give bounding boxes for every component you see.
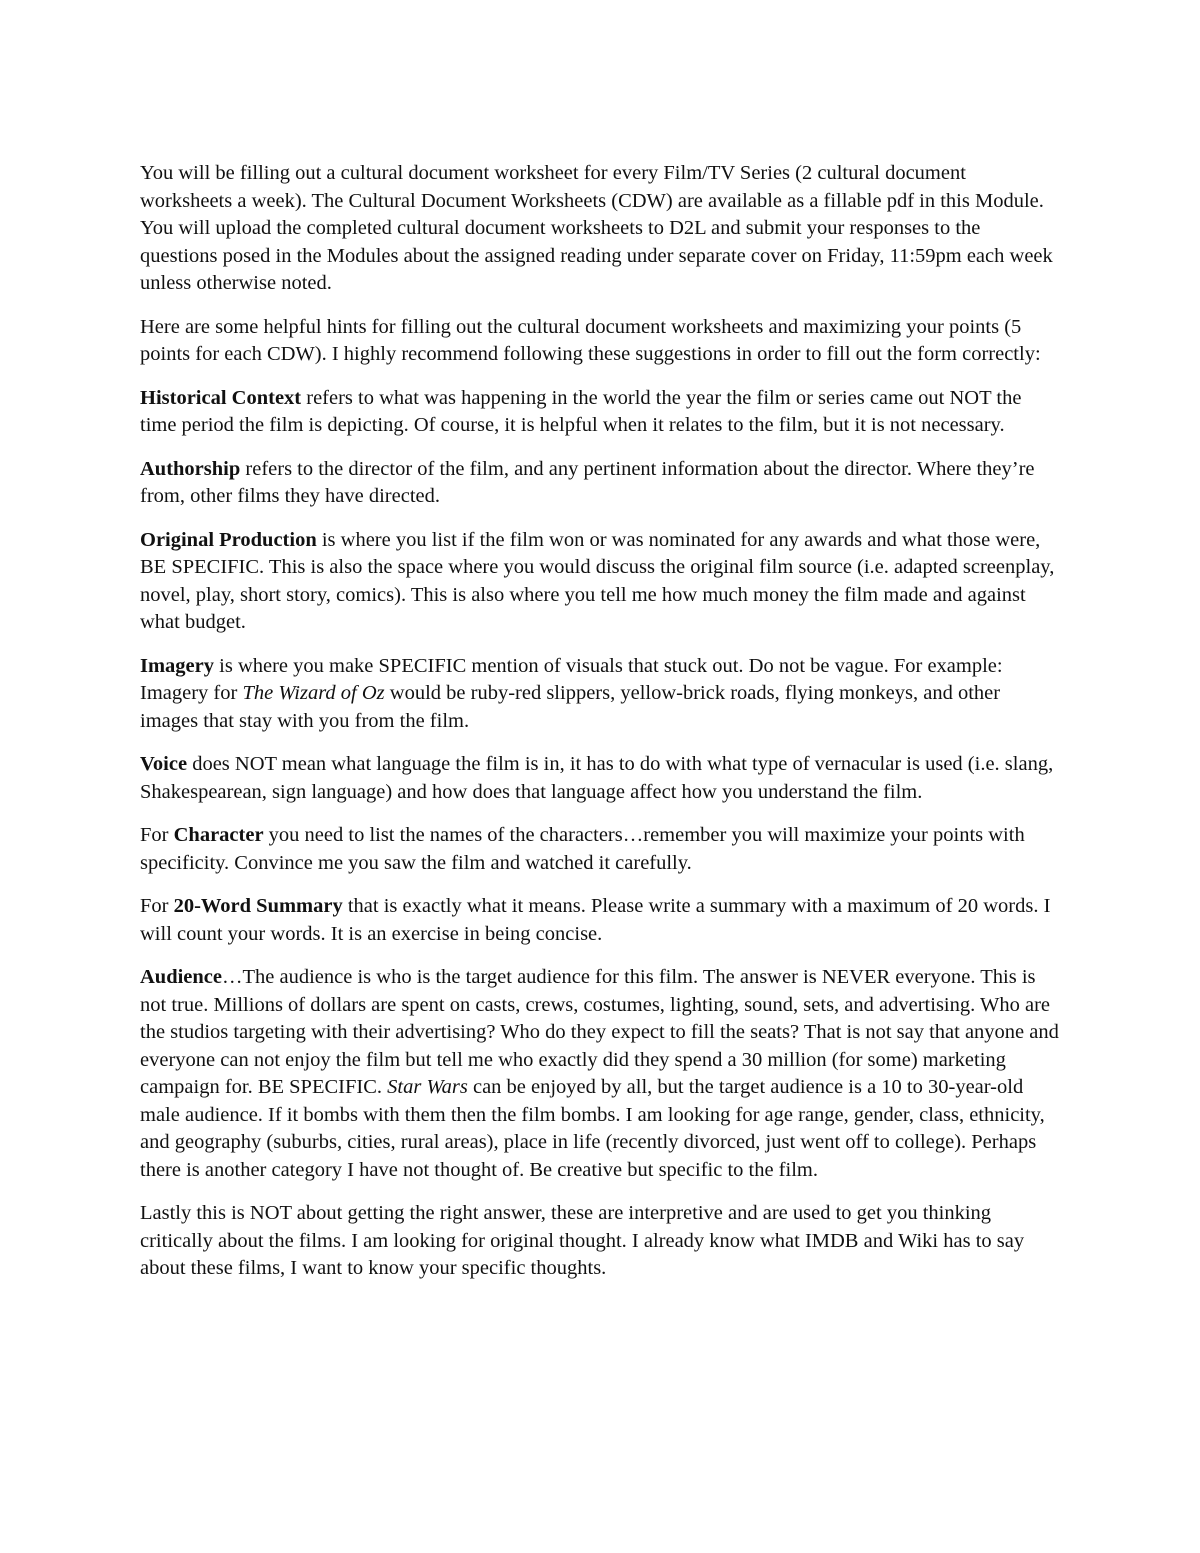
imagery-film-title: The Wizard of Oz — [242, 682, 385, 704]
original-production-text: is where you list if the film won or was nominated for any awards and what those were, BE SPECIFIC. This is also the space where you would discuss the original film source (i.e. adapted screenplay, novel, play, short story, comics). This is also where you tell me how much money the film made and against what budget. — [140, 528, 1055, 633]
closing-paragraph: Lastly this is NOT about getting the right answer, these are interpretive and are used to get you thinking critically about the films. I am looking for original thought. I already know what IMDB and Wiki has to say about these films, I want to know your specific thoughts. — [140, 1202, 1025, 1279]
summary-text: that is exactly what it means. Please write a summary with a maximum of 20 words. I will count your words. It is an exercise in being concise. — [140, 895, 1051, 945]
character-paragraph — [140, 822, 1060, 877]
audience-text-a: …The audience is who is the target audience for this film. The answer is NEVER everyone. This is not true. Millions of dollars are spent on casts, crews, costumes, lighting, sound, sets, and advertising. Who are the studios targeting with their advertising? Who do they expect to fill the seats? That is not say that anyone and everyone can not enjoy the film but tell me who exactly did they spend a 30 million (for some) marketing campaign for. BE SPECIFIC. — [140, 966, 1059, 1098]
historical-context-text: refers to what was happening in the world the year the film or series came out NOT the time period the film is depicting. Of course, it is helpful when it relates to the film, but it is not necessary. — [140, 386, 1022, 436]
original-production-paragraph — [140, 527, 1060, 637]
character-prefix: For — [140, 824, 174, 846]
authorship-term: Authorship — [140, 457, 241, 480]
intro-paragraph-1: You will be filling out a cultural document worksheet for every Film/TV Series (2 cultural document worksheets a week). The Cultural Document Worksheets (CDW) are available as a fillable pdf in this Module. You will upload the completed cultural document worksheets to D2L and submit your responses to the questions posed in the Modules about the assigned reading under separate cover on Friday, 11:59pm each week unless otherwise noted. — [140, 162, 1053, 294]
audience-film-title: Star Wars — [387, 1076, 468, 1098]
authorship-text: refers to the director of the film, and any pertinent information about the director. Where they’re from, other films they have directed. — [140, 457, 1035, 507]
original-production-term: Original Production — [140, 528, 317, 551]
voice-text: does NOT mean what language the film is in, it has to do with what type of vernacular is used (i.e. slang, Shakespearean, sign language) and how does that language affect how you understand the film. — [140, 753, 1054, 803]
summary-paragraph — [140, 893, 1060, 948]
imagery-text-a: is where you make SPECIFIC mention of visuals that stuck out. Do not be vague. For example: Imagery for — [140, 654, 1003, 704]
imagery-paragraph — [140, 653, 1060, 736]
document-page — [140, 160, 1060, 1299]
audience-term: Audience — [140, 966, 222, 988]
audience-paragraph — [140, 964, 1060, 1184]
imagery-term: Imagery — [140, 654, 215, 677]
authorship-paragraph — [140, 456, 1060, 511]
intro-paragraph-2: Here are some helpful hints for filling out the cultural document worksheets and maximizing your points (5 points for each CDW). I highly recommend following these suggestions in order to fill out the form correctly: — [140, 315, 1041, 365]
voice-term: Voice — [140, 753, 188, 775]
voice-paragraph — [140, 751, 1060, 806]
summary-term: 20-Word Summary — [173, 895, 343, 917]
summary-prefix: For — [140, 895, 174, 917]
character-term: Character — [173, 824, 264, 846]
character-text: you need to list the names of the characters…remember you will maximize your points with specificity. Convince me you saw the film and watched it carefully. — [140, 824, 1025, 874]
audience-text-b: can be enjoyed by all, but the target audience is a 10 to 30-year-old male audience. If it bombs with them then the film bombs. I am looking for age range, gender, class, ethnicity, and geography (suburbs, cities, rural areas), place in life (recently divorced, just went off to college). Perhaps there is another category I have not thought of. Be creative but specific to the film. — [140, 1076, 1045, 1181]
historical-context-term: Historical Context — [140, 386, 302, 409]
imagery-text-b: would be ruby-red slippers, yellow-brick roads, flying monkeys, and other images that stay with you from the film. — [140, 682, 1001, 732]
historical-context-paragraph — [140, 385, 1060, 440]
